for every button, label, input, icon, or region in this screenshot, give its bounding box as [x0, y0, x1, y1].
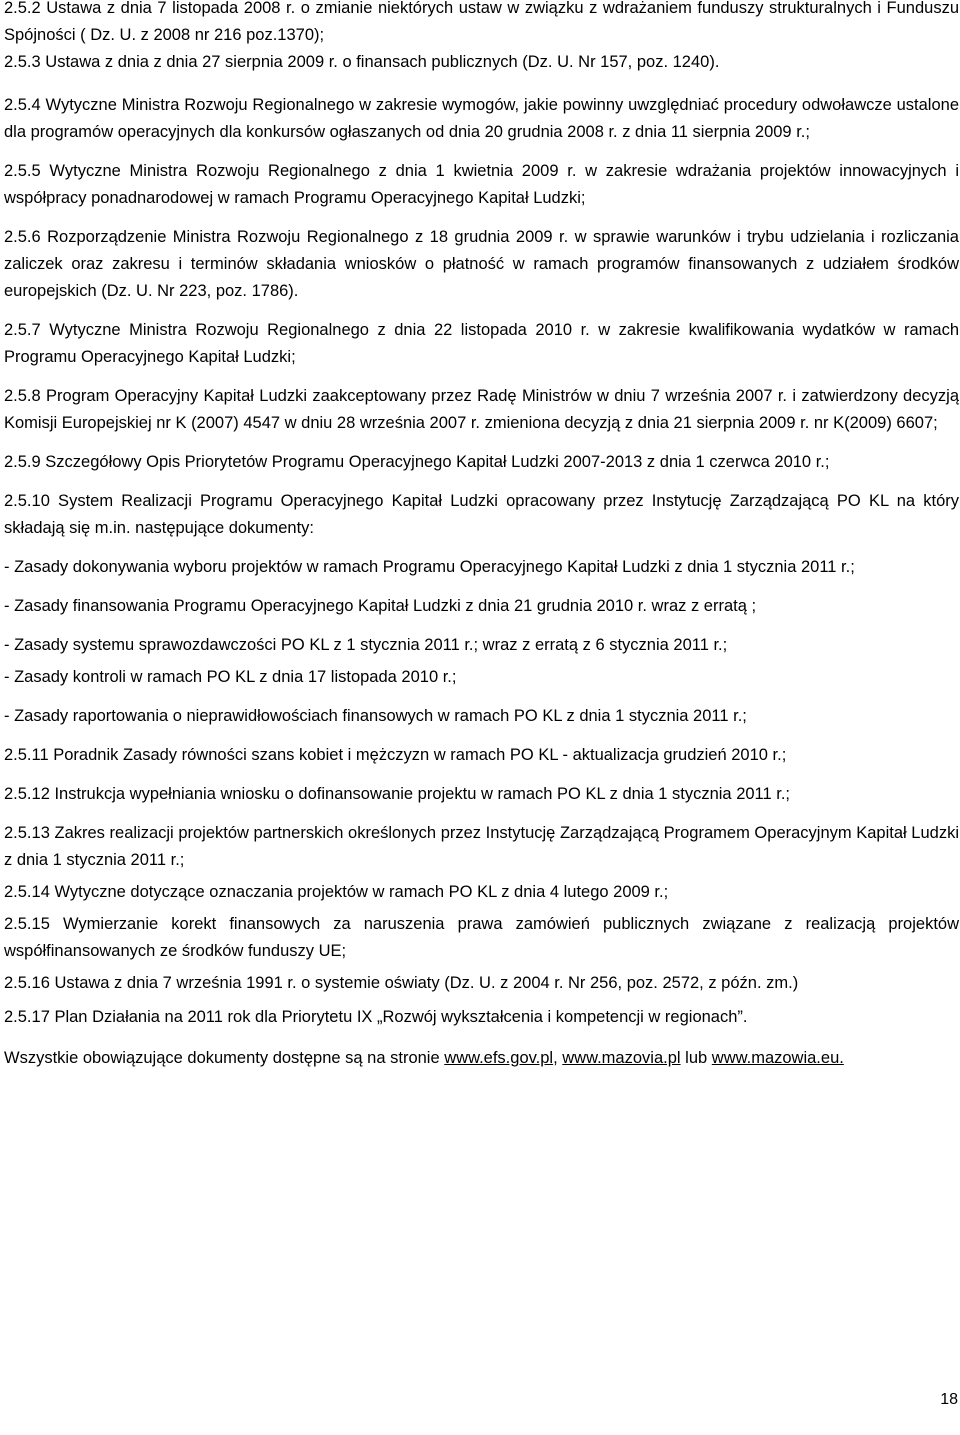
link-mazowia-eu[interactable]: www.mazowia.eu. — [711, 1049, 844, 1067]
subitem-zasady-raportowania: - Zasady raportowania o nieprawidłowościach finansowych w ramach PO KL z dnia 1 stycznia 2011 r.; — [4, 707, 747, 725]
item-2-5-16: 2.5.16 Ustawa z dnia 7 września 1991 r. o systemie oświaty (Dz. U. z 2004 r. Nr 256, poz. 2572, z późn. zm.) — [4, 974, 799, 992]
documents-availability-note — [4, 1045, 959, 1072]
item-2-5-12: 2.5.12 Instrukcja wypełniania wniosku o dofinansowanie projektu w ramach PO KL z dnia 1 stycznia 2011 r.; — [4, 785, 791, 803]
item-2-5-17: 2.5.17 Plan Działania na 2011 rok dla Priorytetu IX „Rozwój wykształcenia i kompetencji w regionach”. — [4, 1008, 748, 1026]
subitem-zasady-kontroli: - Zasady kontroli w ramach PO KL z dnia 17 listopada 2010 r.; — [4, 668, 457, 686]
item-2-5-13: 2.5.13 Zakres realizacji projektów partnerskich określonych przez Instytucję Zarządzającą Programem Operacyjnym Kapitał Ludzki z dnia 1 stycznia 2011 r.; — [4, 824, 959, 869]
item-2-5-2: 2.5.2 Ustawa z dnia 7 listopada 2008 r. o zmianie niektórych ustaw w związku z wdrażaniem funduszy strukturalnych i Funduszu Spójności ( Dz. U. z 2008 nr 216 poz.1370); — [4, 0, 959, 44]
subitem-zasady-wyboru: - Zasady dokonywania wyboru projektów w ramach Programu Operacyjnego Kapitał Ludzki z dnia 1 stycznia 2011 r.; — [4, 558, 855, 576]
item-2-5-5: 2.5.5 Wytyczne Ministra Rozwoju Regionalnego z dnia 1 kwietnia 2009 r. w zakresie wdrażania projektów innowacyjnych i współpracy ponadnarodowej w ramach Programu Operacyjnego Kapitał Ludzki; — [4, 162, 959, 207]
item-2-5-7: 2.5.7 Wytyczne Ministra Rozwoju Regionalnego z dnia 22 listopada 2010 r. w zakresie kwalifikowania wydatków w ramach Programu Operacyjnego Kapitał Ludzki; — [4, 321, 959, 366]
note-separator: , — [553, 1049, 558, 1067]
document-page — [4, 0, 959, 1077]
item-2-5-6: 2.5.6 Rozporządzenie Ministra Rozwoju Regionalnego z 18 grudnia 2009 r. w sprawie warunków i trybu udzielania i rozliczania zaliczek oraz zakresu i terminów składania wniosków o płatność w ramach programów finansowanych z udziałem środków europejskich (Dz. U. Nr 223, poz. 1786). — [4, 228, 959, 300]
subitem-zasady-sprawozdawczosci: - Zasady systemu sprawozdawczości PO KL z 1 stycznia 2011 r.; wraz z erratą z 6 stycznia 2011 r.; — [4, 636, 728, 654]
note-text: Wszystkie obowiązujące dokumenty dostępne są na stronie — [4, 1049, 440, 1067]
item-2-5-8: 2.5.8 Program Operacyjny Kapitał Ludzki zaakceptowany przez Radę Ministrów w dniu 7 września 2007 r. i zatwierdzony decyzją Komisji Europejskiej nr K (2007) 4547 w dniu 28 września 2007 r. zmieniona decyzją z dnia 21 sierpnia 2009 r. nr K(2009) 6607; — [4, 387, 959, 432]
item-2-5-10: 2.5.10 System Realizacji Programu Operacyjnego Kapitał Ludzki opracowany przez Instytucję Zarządzającą PO KL na który składają się m.in. następujące dokumenty: — [4, 492, 959, 537]
note-lub: lub — [685, 1049, 708, 1067]
item-2-5-15: 2.5.15 Wymierzanie korekt finansowych za naruszenia prawa zamówień publicznych związane z realizacją projektów współfinansowanych ze środków funduszy UE; — [4, 915, 959, 960]
link-mazovia-pl[interactable]: www.mazovia.pl — [562, 1049, 681, 1067]
page-number: 18 — [940, 1391, 958, 1408]
item-2-5-4: 2.5.4 Wytyczne Ministra Rozwoju Regionalnego w zakresie wymogów, jakie powinny uwzględniać procedury odwoławcze ustalone dla programów operacyjnych dla konkursów ogłaszanych od dnia 20 grudnia 2008 r. z dnia 11 sierpnia 2009 r.; — [4, 96, 959, 141]
item-2-5-14: 2.5.14 Wytyczne dotyczące oznaczania projektów w ramach PO KL z dnia 4 lutego 2009 r.; — [4, 883, 669, 901]
link-efs-gov-pl[interactable]: www.efs.gov.pl — [444, 1049, 554, 1067]
item-2-5-11: 2.5.11 Poradnik Zasady równości szans kobiet i mężczyzn w ramach PO KL - aktualizacja grudzień 2010 r.; — [4, 746, 787, 764]
item-2-5-9: 2.5.9 Szczegółowy Opis Priorytetów Programu Operacyjnego Kapitał Ludzki 2007-2013 z dnia 1 czerwca 2010 r.; — [4, 453, 830, 471]
subitem-zasady-finansowania: - Zasady finansowania Programu Operacyjnego Kapitał Ludzki z dnia 21 grudnia 2010 r. wraz z erratą ; — [4, 597, 757, 615]
item-2-5-3: 2.5.3 Ustawa z dnia z dnia 27 sierpnia 2009 r. o finansach publicznych (Dz. U. Nr 157, poz. 1240). — [4, 53, 720, 71]
